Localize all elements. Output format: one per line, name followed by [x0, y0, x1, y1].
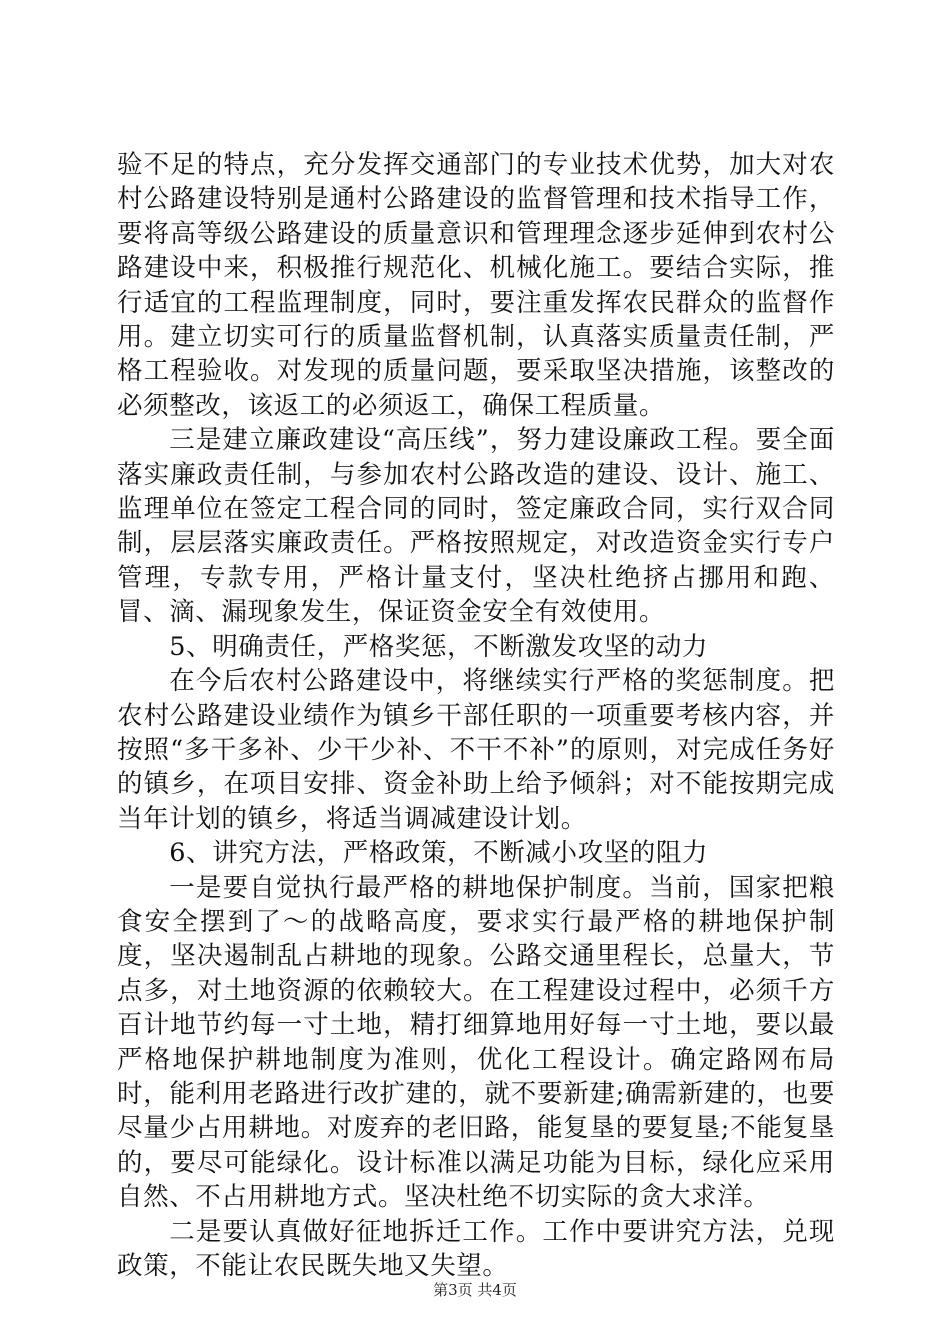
- page-number-footer: 第3页 共4页: [433, 1281, 517, 1299]
- paragraph-land-acquisition: 二是要认真做好征地拆迁工作。工作中要讲究方法，兑现政策，不能让农民既失地又失望。: [117, 1216, 835, 1281]
- section-heading-6: 6、讲究方法，严格政策，不断减小攻坚的阻力: [169, 838, 709, 869]
- paragraph-reward-punishment: 在今后农村公路建设中，将继续实行严格的奖惩制度。把农村公路建设业绩作为镇乡干部任职的一项重要考核内容，并按照“多干多补、少干少补、不干不补”的原则，对完成任务好的镇乡，在项目安排、资金补助上给予倾斜；对不能按期完成当年计划的镇乡，将适当调减建设计划。: [117, 666, 835, 834]
- paragraph-integrity-project: 三是建立廉政建设“高压线”，努力建设廉政工程。要全面落实廉政责任制，与参加农村公路改造的建设、设计、施工、监理单位在签定工程合同的同时，签定廉政合同，实行双合同制，层层落实廉政责任。严格按照规定，对改造资金实行专户管理，专款专用，严格计量支付，坚决杜绝挤占挪用和跑、冒、滴、漏现象发生，保证资金安全有效使用。: [117, 425, 835, 628]
- paragraph-quality-supervision: 验不足的特点，充分发挥交通部门的专业技术优势，加大对农村公路建设特别是通村公路建设的监督管理和技术指导工作，要将高等级公路建设的质量意识和管理理念逐步延伸到农村公路建设中来，积极推行规范化、机械化施工。要结合实际，推行适宜的工程监理制度，同时，要注重发挥农民群众的监督作用。建立切实可行的质量监督机制，认真落实质量责任制，严格工程验收。对发现的质量问题，要采取坚决措施，该整改的必须整改，该返工的必须返工，确保工程质量。: [117, 150, 835, 421]
- section-heading-5: 5、明确责任，严格奖惩，不断激发攻坚的动力: [169, 631, 709, 662]
- document-body: [117, 148, 835, 1283]
- paragraph-farmland-protection: 一是要自觉执行最严格的耕地保护制度。当前，国家把粮食安全摆到了～的战略高度，要求实行最严格的耕地保护制度，坚决遏制乱占耕地的现象。公路交通里程长，总量大，节点多，对土地资源的依赖较大。在工程建设过程中，必须千方百计地节约每一寸土地，精打细算地用好每一寸土地，要以最严格地保护耕地制度为准则，优化工程设计。确定路网布局时，能利用老路进行改扩建的，就不要新建;确需新建的，也要尽量少占用耕地。对废弃的老旧路，能复垦的要复垦;不能复垦的，要尽可能绿化。设计标准以满足功能为目标，绿化应采用自然、不占用耕地方式。坚决杜绝不切实际的贪大求洋。: [117, 872, 835, 1213]
